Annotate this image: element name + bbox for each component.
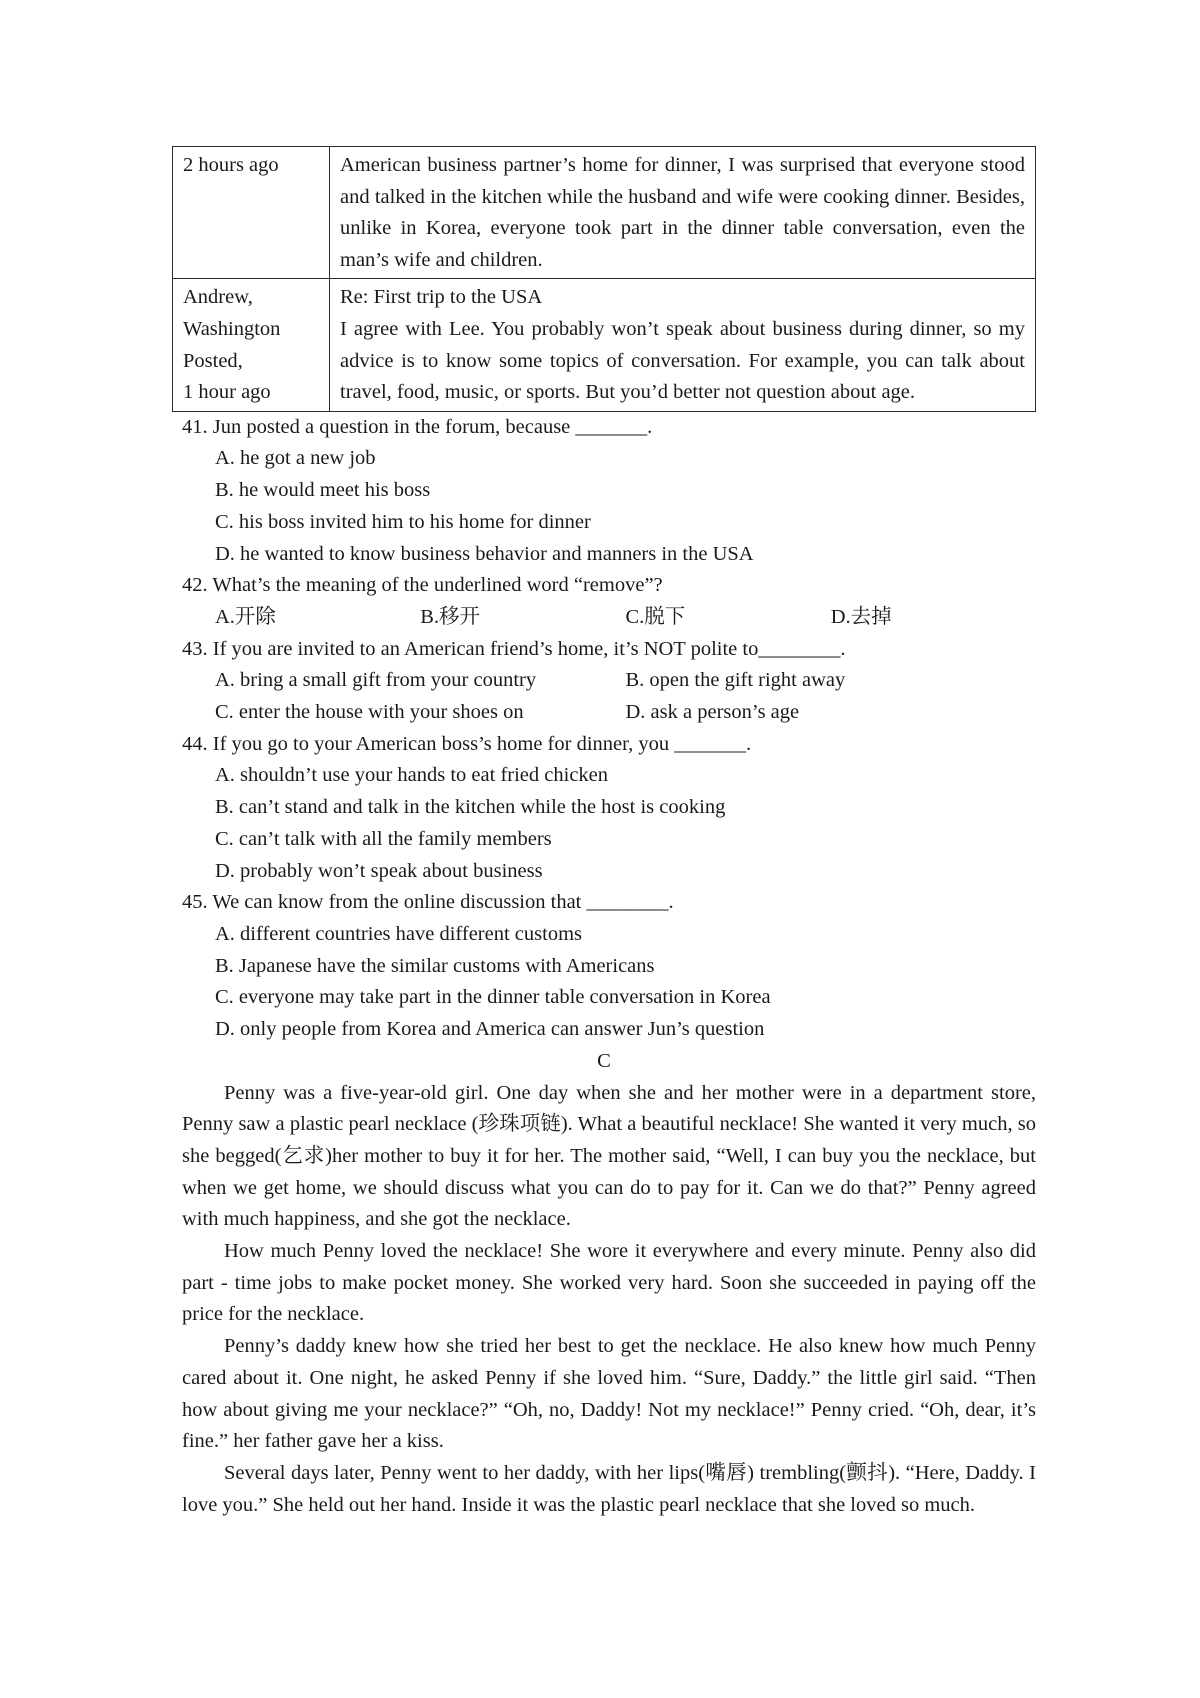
option-b: B. can’t stand and talk in the kitchen while the host is cooking [215,796,726,819]
author-name: Andrew, [183,286,253,309]
forum-author-cell [173,147,330,279]
question-stem: 41. Jun posted a question in the forum, because _______. [182,415,653,438]
passage-paragraph: Penny’s daddy knew how she tried her best to get the necklace. He also knew how much Penny cared about it. One night, he asked Penny if she loved him. “Sure, Daddy.” the little girl said. “Then how about giving me your necklace?” “Oh, no, Daddy! Not my necklace!” Penny cried. “Oh, dear, it’s fine.” her father gave her a kiss. [182,1335,1036,1453]
worksheet-page [172,146,1036,1521]
forum-message: American business partner’s home for dinner, I was surprised that everyone stood and talked in the kitchen while the husband and wife were cooking dinner. Besides, unlike in Korea, everyone took part in the dinner table conversation, even the man’s wife and children. [340,154,1025,271]
option-d: D. ask a person’s age [625,701,800,724]
option-b: B.移开 [420,605,481,628]
question-44 [172,729,1036,888]
option-a: A.开除 [215,605,276,628]
option-c: C. enter the house with your shoes on [215,701,524,724]
option-row [172,697,1036,729]
option-d: D. only people from Korea and America can answer Jun’s question [215,1018,765,1041]
question-stem: 43. If you are invited to an American friend’s home, it’s NOT polite to________. [182,637,846,660]
option-d: D.去掉 [830,605,892,628]
section-letter: C [597,1049,611,1072]
option-c: C. everyone may take part in the dinner table conversation in Korea [215,986,771,1009]
forum-message-cell [330,147,1036,279]
forum-subject: Re: First trip to the USA [340,286,543,309]
forum-table [172,146,1036,412]
option-b: B. open the gift right away [625,669,846,692]
option-a: A. bring a small gift from your country [215,669,537,692]
option-row [172,602,1036,634]
question-stem: 44. If you go to your American boss’s home for dinner, you _______. [182,732,752,755]
option-a: A. he got a new job [215,447,376,470]
question-stem: 45. We can know from the online discussion that ________. [182,891,674,914]
option-row [172,665,1036,697]
post-time: 2 hours ago [183,154,279,176]
option-c: C. his boss invited him to his home for dinner [215,510,591,533]
passage-paragraph: Several days later, Penny went to her daddy, with her lips(嘴唇) trembling(颤抖). “Here, Daddy. I love you.” She held out her hand. Inside it was the plastic pearl necklace that she loved so much. [182,1461,1036,1516]
option-d: D. probably won’t speak about business [215,859,543,882]
forum-author-cell [173,279,330,411]
author-location: Washington [183,317,281,340]
forum-message: I agree with Lee. You probably won’t speak about business during dinner, so my advice is to know some topics of conversation. For example, you can talk about travel, food, music, or sports. But you’d better not question about age. [340,317,1025,404]
option-d: D. he wanted to know business behavior and manners in the USA [215,542,754,565]
passage-paragraph: Penny was a five-year-old girl. One day when she and her mother were in a department store, Penny saw a plastic pearl necklace (珍珠项链). What a beautiful necklace! She wanted it very much, so she begged(乞求)her mother to buy it for her. The mother said, “Well, I can buy you the necklace, but when we get home, we should discuss what you can do to pay for it. Can we do that?” Penny agreed with much happiness, and she got the necklace. [182,1081,1036,1231]
option-b: B. he would meet his boss [215,479,431,502]
forum-message-cell [330,279,1036,411]
option-c: C.脱下 [625,605,686,628]
option-b: B. Japanese have the similar customs with Americans [215,954,655,977]
question-43 [172,634,1036,729]
option-a: A. different countries have different customs [215,923,582,945]
question-stem: 42. What’s the meaning of the underlined word “remove”? [182,574,663,597]
question-45 [172,887,1036,1046]
posted-label: Posted, [183,349,243,372]
forum-row [173,147,1036,279]
question-42 [172,570,1036,633]
post-time: 1 hour ago [183,381,271,404]
passage-paragraph: How much Penny loved the necklace! She wore it everywhere and every minute. Penny also did part - time jobs to make pocket money. She worked very hard. Soon she succeeded in paying off the price for the necklace. [182,1240,1036,1326]
forum-row [173,279,1036,411]
question-41 [172,412,1036,571]
option-c: C. can’t talk with all the family members [215,827,552,850]
option-a: A. shouldn’t use your hands to eat fried chicken [215,764,609,787]
